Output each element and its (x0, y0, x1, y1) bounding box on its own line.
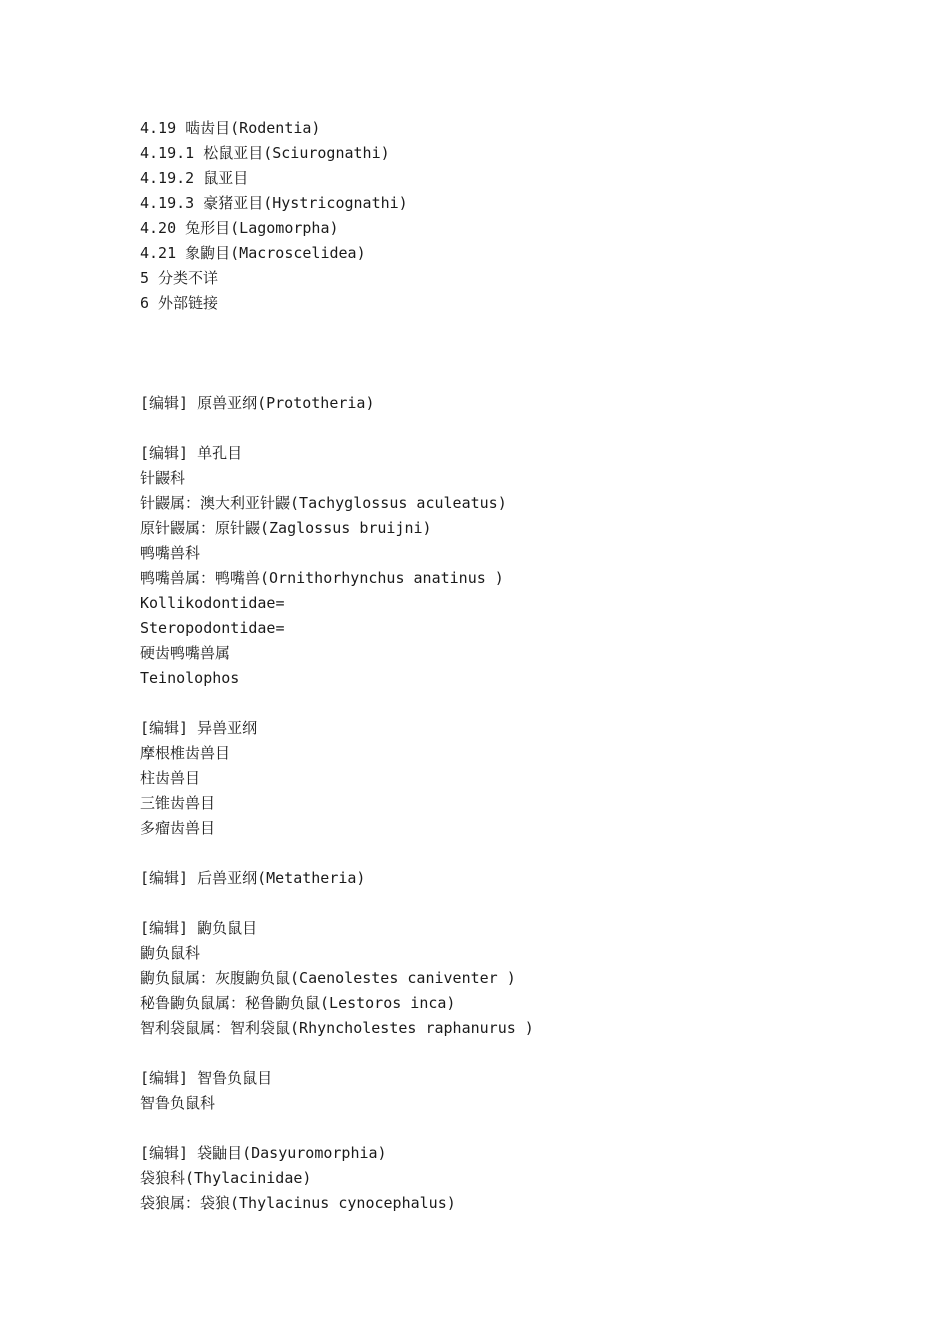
spacer (140, 1116, 900, 1141)
section-microbiotheria (140, 1066, 900, 1116)
toc-item[interactable]: 6 外部链接 (140, 294, 219, 312)
document-content (140, 116, 900, 1216)
taxon-line: 摩根椎齿兽目 (140, 744, 231, 762)
section-heading[interactable]: [编辑] 鼩负鼠目 (140, 919, 258, 937)
taxon-line: 针鼹属：澳大利亚针鼹(Tachyglossus aculeatus) (140, 494, 507, 512)
taxon-line: Kollikodontidae= (140, 594, 285, 612)
spacer (140, 891, 900, 916)
taxon-line: 袋狼科(Thylacinidae) (140, 1169, 312, 1187)
spacer (140, 416, 900, 441)
section-allotheria (140, 716, 900, 841)
taxon-line: 秘鲁鼩负鼠属：秘鲁鼩负鼠(Lestoros inca) (140, 994, 456, 1012)
spacer (140, 316, 900, 391)
table-of-contents (140, 116, 900, 316)
section-heading[interactable]: [编辑] 智鲁负鼠目 (140, 1069, 273, 1087)
taxon-line: Steropodontidae= (140, 619, 285, 637)
spacer (140, 1041, 900, 1066)
spacer (140, 841, 900, 866)
toc-item[interactable]: 4.19.3 豪猪亚目(Hystricognathi) (140, 194, 408, 212)
section-heading[interactable]: [编辑] 后兽亚纲(Metatheria) (140, 869, 366, 887)
taxon-line: 多瘤齿兽目 (140, 819, 216, 837)
toc-item[interactable]: 5 分类不详 (140, 269, 219, 287)
toc-item[interactable]: 4.19.2 鼠亚目 (140, 169, 249, 187)
toc-item[interactable]: 4.19 啮齿目(Rodentia) (140, 119, 321, 137)
taxon-line: Teinolophos (140, 669, 240, 687)
taxon-line: 原针鼹属：原针鼹(Zaglossus bruijni) (140, 519, 432, 537)
section-prototheria (140, 391, 900, 416)
toc-item[interactable]: 4.20 兔形目(Lagomorpha) (140, 219, 339, 237)
section-heading[interactable]: [编辑] 单孔目 (140, 444, 243, 462)
taxon-line: 鼩负鼠科 (140, 944, 201, 962)
section-heading[interactable]: [编辑] 袋鼬目(Dasyuromorphia) (140, 1144, 387, 1162)
section-monotremata (140, 441, 900, 691)
section-heading[interactable]: [编辑] 原兽亚纲(Prototheria) (140, 394, 375, 412)
toc-item[interactable]: 4.21 象鼩目(Macroscelidea) (140, 244, 366, 262)
taxon-line: 智利袋鼠属：智利袋鼠(Rhyncholestes raphanurus ) (140, 1019, 534, 1037)
taxon-line: 鼩负鼠属：灰腹鼩负鼠(Caenolestes caniventer ) (140, 969, 516, 987)
toc-item[interactable]: 4.19.1 松鼠亚目(Sciurognathi) (140, 144, 390, 162)
taxon-line: 硬齿鸭嘴兽属 (140, 644, 231, 662)
spacer (140, 691, 900, 716)
taxon-line: 针鼹科 (140, 469, 186, 487)
section-paucituberculata (140, 916, 900, 1041)
taxon-line: 三锥齿兽目 (140, 794, 216, 812)
section-heading[interactable]: [编辑] 异兽亚纲 (140, 719, 258, 737)
taxon-line: 柱齿兽目 (140, 769, 201, 787)
taxon-line: 鸭嘴兽科 (140, 544, 201, 562)
taxon-line: 智鲁负鼠科 (140, 1094, 216, 1112)
taxon-line: 鸭嘴兽属：鸭嘴兽(Ornithorhynchus anatinus ) (140, 569, 504, 587)
taxon-line: 袋狼属：袋狼(Thylacinus cynocephalus) (140, 1194, 456, 1212)
section-dasyuromorphia (140, 1141, 900, 1216)
section-metatheria (140, 866, 900, 891)
